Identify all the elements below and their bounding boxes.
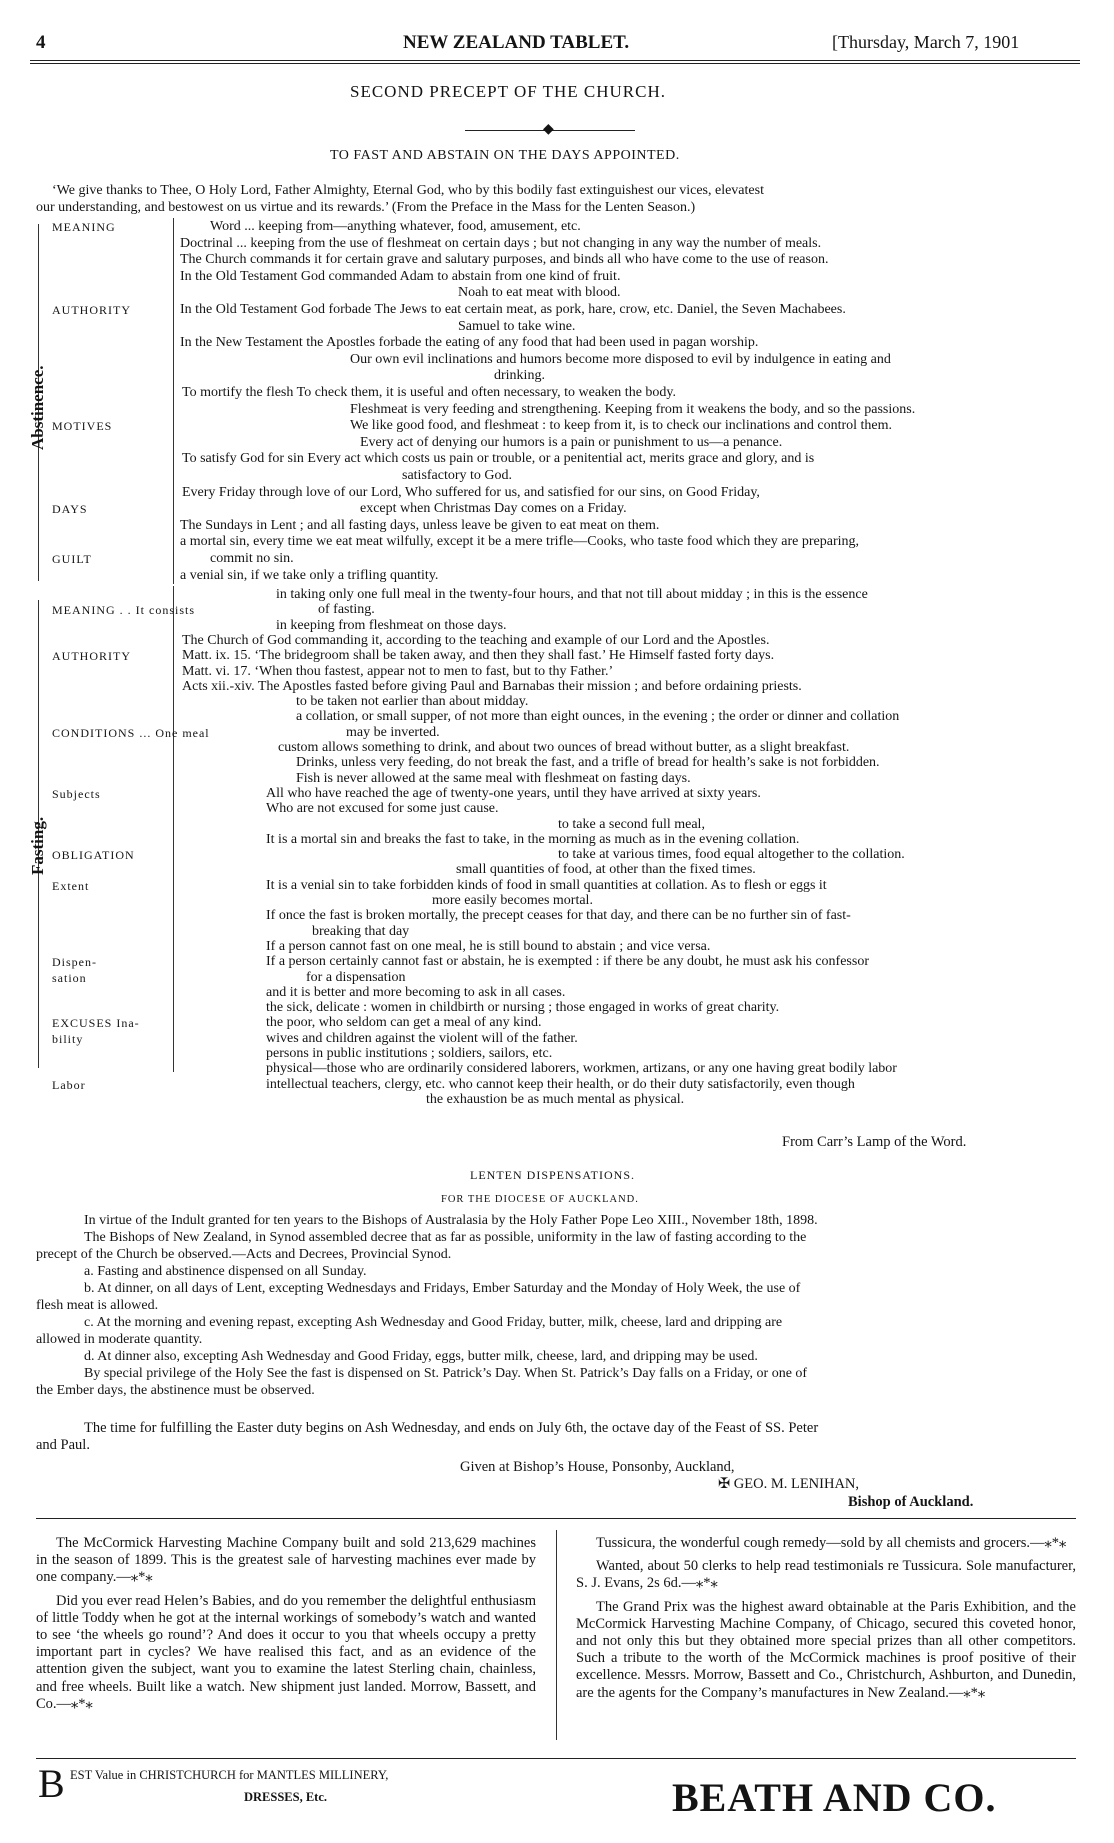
easter-line-2: and Paul.	[36, 1437, 90, 1453]
outline-line: custom allows something to drink, and about two ounces of bread without butter, as a slight breakfast.	[278, 740, 850, 755]
article-subtitle: TO FAST AND ABSTAIN ON THE DAYS APPOINTED.	[330, 148, 680, 163]
outline-line: to be taken not earlier than about midday.	[296, 694, 529, 710]
ad-paragraph: The McCormick Harvesting Machine Company built and sold 213,629 machines in the season of 1899. This is the greatest sale of harvesting machines ever made by one company.—⁎*⁎	[36, 1535, 536, 1586]
outline-line: If a person certainly cannot fast or abstain, he is exempted : if there be any doubt, he must ask his confessor	[266, 954, 869, 970]
outline-label: bility	[52, 1031, 84, 1046]
outline-line: Our own evil inclinations and humors become more disposed to evil by indulgence in eating and	[350, 351, 891, 367]
outline-line: a collation, or small supper, of not more than eight ounces, in the evening ; the order or dinner and collation	[296, 709, 900, 725]
lenten-line: a. Fasting and abstinence dispensed on all Sunday.	[84, 1264, 367, 1279]
column-divider	[556, 1530, 557, 1740]
outline-label: Labor	[52, 1077, 86, 1092]
outline-line: If a person cannot fast on one meal, he is still bound to abstain ; and vice versa.	[266, 938, 711, 954]
abstinence-side-label: Abstinence.	[28, 365, 47, 450]
outline-line: drinking.	[494, 368, 545, 384]
outline-label: Extent	[52, 878, 90, 893]
outline-line: persons in public institutions ; soldiers, sailors, etc.	[266, 1046, 553, 1061]
intro-line-1: ‘We give thanks to Thee, O Holy Lord, Father Almighty, Eternal God, who by this bodily fast extinguishest our vices, elevatest	[52, 183, 764, 198]
outline-line: to take a second full meal,	[558, 816, 705, 832]
header-rule-2	[30, 63, 1080, 64]
outline-line: commit no sin.	[210, 551, 294, 566]
outline-line: In the Old Testament God forbade The Jews to eat certain meat, as pork, hare, crow, etc. Daniel, the Seven Machabees.	[180, 302, 846, 317]
outline-line: The Church of God commanding it, according to the teaching and example of our Lord and the Apostles.	[182, 632, 770, 648]
outline-line: All who have reached the age of twenty-one years, until they have arrived at sixty years.	[266, 785, 761, 801]
outline-line: The Church commands it for certain grave and salutary purposes, and binds all who have come to the use of reason.	[180, 252, 829, 268]
ad-paragraph: The Grand Prix was the highest award obtainable at the Paris Exhibition, and the McCormick Harvesting Machine Company, of Chicago, secured this coveted honor, and not only this but they obtained more special prizes than all other competitors. Such a tribute to the worth of the McCormick machines is proof positive of their excellence. Messrs. Morrow, Bassett and Co., Christchurch, Ashburton, and Dunedin, are the agents for the Company’s manufactures in New Zealand.—⁎*⁎	[576, 1598, 1076, 1701]
lenten-line: d. At dinner also, excepting Ash Wednesday and Good Friday, eggs, butter milk, cheese, lard, and dripping may be used.	[84, 1349, 758, 1364]
outline-line: Doctrinal ... keeping from the use of fleshmeat on certain days ; but not changing in any way the number of meals.	[180, 235, 822, 251]
given-at: Given at Bishop’s House, Ponsonby, Auckland,	[460, 1459, 735, 1475]
ad-paragraph: Tussicura, the wonderful cough remedy—sold by all chemists and grocers.—⁎*⁎	[596, 1535, 1067, 1551]
outline-line: more easily becomes mortal.	[432, 893, 593, 908]
ads-right-column	[576, 1535, 1076, 1708]
outline-label: DAYS	[52, 502, 88, 517]
outline-line: physical—those who are ordinarily considered laborers, workmen, artizans, or any one having great bodily labor	[266, 1061, 897, 1077]
lenten-line: allowed in moderate quantity.	[36, 1332, 203, 1347]
outline-label: Subjects	[52, 786, 101, 801]
signature: ✠ GEO. M. LENIHAN,	[718, 1476, 860, 1492]
outline-line: the poor, who seldom can get a meal of any kind.	[266, 1015, 542, 1031]
outline-line: to take at various times, food equal altogether to the collation.	[558, 847, 905, 863]
ad-paragraph: Wanted, about 50 clerks to help read testimonials re Tussicura. Sole manufacturer, S. J. Evans, 2s 6d.—⁎*⁎	[576, 1558, 1076, 1592]
lenten-subheading: FOR THE DIOCESE OF AUCKLAND.	[441, 1194, 639, 1205]
divider-ornament: ◆	[543, 122, 554, 137]
outline-line: Fleshmeat is very feeding and strengthening. Keeping from it weakens the body, and so the passions.	[350, 401, 916, 417]
outline-line: Matt. vi. 17. ‘When thou fastest, appear not to men to fast, but to thy Father.’	[182, 663, 614, 679]
outline-line: and it is better and more becoming to ask in all cases.	[266, 984, 566, 1000]
outline-line: in keeping from fleshmeat on those days.	[276, 617, 507, 633]
outline-line: It is a mortal sin and breaks the fast to take, in the morning as much as in the evening collation.	[266, 831, 800, 847]
outline-line: The Sundays in Lent ; and all fasting days, unless leave be given to eat meat on them.	[180, 517, 660, 533]
ads-left-column	[36, 1535, 536, 1719]
outline-line: To mortify the flesh To check them, it is useful and often necessary, to weaken the body.	[182, 385, 676, 400]
outline-line: satisfactory to God.	[402, 468, 513, 483]
article-title: SECOND PRECEPT OF THE CHURCH.	[350, 82, 667, 101]
outline-line: Every Friday through love of our Lord, Who suffered for us, and satisfied for our sins, on Good Friday,	[182, 484, 760, 500]
outline-line: wives and children against the violent will of the father.	[266, 1030, 578, 1046]
outline-label: OBLIGATION	[52, 848, 135, 863]
outline-line: Noah to eat meat with blood.	[458, 285, 621, 301]
abstinence-inner-bracket	[173, 218, 174, 584]
outline-line: the exhaustion be as much mental as physical.	[426, 1091, 685, 1107]
lenten-line: flesh meat is allowed.	[36, 1298, 159, 1313]
lenten-line: the Ember days, the abstinence must be observed.	[36, 1383, 315, 1398]
outline-line: except when Christmas Day comes on a Friday.	[360, 501, 627, 517]
header-rule	[30, 60, 1080, 61]
outline-label: MEANING	[52, 220, 116, 234]
outline-line: It is a venial sin to take forbidden kinds of food in small quantities at collation. As to flesh or eggs it	[266, 877, 827, 893]
outline-label: CONDITIONS ... One meal	[52, 725, 210, 740]
outline-line: We like good food, and fleshmeat : to keep from it, is to check our inclinations and control them.	[350, 418, 893, 434]
outline-line: Every act of denying our humors is a pain or punishment to us—a penance.	[360, 434, 783, 450]
masthead: NEW ZEALAND TABLET.	[403, 32, 630, 53]
outline-line: Acts xii.-xiv. The Apostles fasted before giving Paul and Barnabas their mission ; and before ordaining priests.	[182, 678, 802, 694]
outline-line: small quantities of food, at other than the fixed times.	[456, 862, 756, 878]
easter-line-1: The time for fulfilling the Easter duty begins on Ash Wednesday, and ends on July 6th, the octave day of the Feast of SS. Peter	[84, 1420, 819, 1436]
lenten-line: b. At dinner, on all days of Lent, excepting Wednesdays and Fridays, Ember Saturday and the Monday of Holy Week, the use of	[84, 1281, 801, 1296]
outline-line: intellectual teachers, clergy, etc. who cannot keep their health, or do their duty satisfactorily, even though	[266, 1076, 855, 1092]
outline-label: EXCUSES Ina-	[52, 1016, 140, 1031]
outline-line: Who are not excused for some just cause.	[266, 801, 499, 817]
outline-label: sation	[52, 970, 87, 985]
outline-line: In the Old Testament God commanded Adam to abstain from one kind of fruit.	[180, 268, 621, 284]
ads-top-rule	[36, 1518, 1076, 1519]
lenten-line: c. At the morning and evening repast, excepting Ash Wednesday and Good Friday, butter, milk, cheese, lard and dripping are	[84, 1315, 783, 1330]
source-credit: From Carr’s Lamp of the Word.	[782, 1134, 967, 1150]
page-number: 4	[36, 32, 46, 53]
lenten-line: The Bishops of New Zealand, in Synod assembled decree that as far as possible, uniformity in the law of fasting according to the	[84, 1230, 807, 1245]
outline-line: the sick, delicate : women in childbirth or nursing ; those engaged in works of great charity.	[266, 1000, 780, 1016]
signature-title: Bishop of Auckland.	[848, 1494, 974, 1510]
best-line-2: DRESSES, Etc.	[244, 1790, 328, 1804]
outline-line: In the New Testament the Apostles forbade the eating of any food that had been used in pagan worship.	[180, 335, 759, 351]
lenten-line: precept of the Church be observed.—Acts and Decrees, Provincial Synod.	[36, 1247, 452, 1262]
intro-line-2: our understanding, and bestowest on us virtue and its rewards.’ (From the Preface in the Mass for the Lenten Season.)	[36, 200, 696, 215]
outline-line: Fish is never allowed at the same meal with fleshmeat on fasting days.	[296, 770, 691, 786]
lenten-heading: LENTEN DISPENSATIONS.	[470, 1168, 635, 1182]
outline-line: a venial sin, if we take only a trifling quantity.	[180, 567, 439, 583]
footer-rule	[36, 1758, 1076, 1759]
outline-line: breaking that day	[312, 923, 410, 939]
best-initial: B	[38, 1761, 65, 1806]
outline-line: Matt. ix. 15. ‘The bridegroom shall be taken away, and then they shall fast.’ He Himself fasted forty days.	[182, 648, 775, 664]
outline-line: in taking only one full meal in the twenty-four hours, and that not till about midday ; in this is the essence	[276, 587, 868, 602]
fasting-side-label: Fasting.	[28, 816, 47, 875]
outline-line: Word ... keeping from—anything whatever, food, amusement, etc.	[210, 219, 581, 234]
outline-line: If once the fast is broken mortally, the precept ceases for that day, and there can be no further sin of fast-	[266, 908, 851, 924]
lenten-line: By special privilege of the Holy See the fast is dispensed on St. Patrick’s Day. When St. Patrick’s Day falls on a Friday, or one of	[84, 1366, 808, 1381]
outline-label: AUTHORITY	[52, 649, 131, 664]
outline-line: may be inverted.	[346, 724, 440, 740]
ad-paragraph: Did you ever read Helen’s Babies, and do you remember the delightful enthusiasm of little Toddy when he got at the internal workings of somebody’s watch and wanted to see ‘the wheels go round’? And does it occur to you that wheels occupy a pretty important part in cycles? We have realised this fact, and as an evidence of the attention given the subject, want you to examine the latest Sterling chain, chainless, and free wheels. Built like a watch. New shipment just landed. Morrow, Bassett, and Co.—⁎*⁎	[36, 1592, 536, 1712]
outline-line: of fasting.	[318, 602, 375, 618]
outline-label: MOTIVES	[52, 419, 113, 434]
best-line-1: EST Value in CHRISTCHURCH for MANTLES MILLINERY,	[70, 1768, 389, 1782]
beath-and-co: BEATH AND CO.	[672, 1775, 997, 1820]
outline-label: MEANING . . It consists	[52, 603, 195, 618]
lenten-line: In virtue of the Indult granted for ten years to the Bishops of Australasia by the Holy Father Pope Leo XIII., November 18th, 1898.	[84, 1213, 818, 1228]
outline-line: Drinks, unless very feeding, do not break the fast, and a trifle of bread for health’s sake is not forbidden.	[296, 755, 880, 771]
outline-label: Dispen-	[52, 955, 97, 970]
outline-line: To satisfy God for sin Every act which costs us pain or trouble, or a penitential act, merits grace and glory, and is	[182, 451, 815, 467]
outline-label: GUILT	[52, 552, 92, 566]
fasting-inner-bracket	[173, 586, 174, 1072]
outline-line: Samuel to take wine.	[458, 318, 576, 334]
outline-line: a mortal sin, every time we eat meat wilfully, except it be a mere trifle—Cooks, who taste food which they are preparing,	[180, 534, 860, 550]
outline-label: AUTHORITY	[52, 303, 131, 317]
issue-date: [Thursday, March 7, 1901	[832, 32, 1020, 52]
outline-line: for a dispensation	[306, 969, 406, 985]
